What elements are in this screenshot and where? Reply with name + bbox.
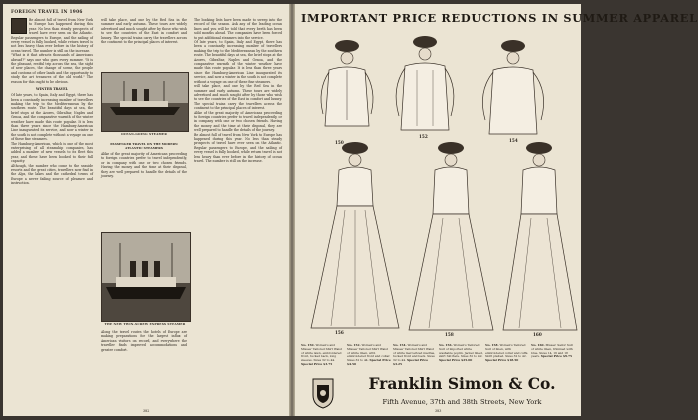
steamer-photo-2 <box>101 232 191 322</box>
col3-extra-2: will take place, and one by the Red Sea in the summer and early autumn. These tours are widely advertised and much sought after by those who wish to see the countries of the East in comfort and luxury. The special trains carry the travellers across the continent to the principal places of interest. <box>194 84 282 111</box>
description-158-text: Women's Tailored Suit of linen, with embroidered collar and cuffs. Skirt plaited. Sizes 32 to 42. <box>485 343 529 359</box>
description-150-text: Women's and Misses' Tailored Shirt Waist of white lawn, embroidered front, tucked back, long sleeves. Sizes 32 to 44. <box>301 343 342 363</box>
drop-cap-illustration <box>11 18 27 34</box>
figure-number-150: 150 <box>335 140 344 145</box>
steamer-photo-2-image <box>102 233 190 321</box>
intro-paragraph: Be almost full of travel from New York to Europe has happened during this year. No less than steady prospects of travel have ever seen on the Atlantic. Regular passengers to Europe, and the sailing of every vessel is fully booked, while return travel is not less heavy than ever before in the history of ocean travel. The number is still on the increase. <box>11 18 93 53</box>
figure-number-154: 154 <box>509 138 518 143</box>
left-column-2-bottom <box>101 330 187 406</box>
description-152-text: Women's and Misses' Tailored Shirt Waist of white linen, with embroidered front and collar. Sizes 32 to 44. <box>347 343 391 363</box>
description-154-heading: No. 154. <box>393 343 407 347</box>
col3-extra-1: Of late years, to Spain, Italy and Egypt, there has been a constantly increasing number of travellers making the trip to the Mediterranean by the southern route. The beautiful days at sea, the brief stops at the Azores, Gibraltar, Naples and Genoa, and the comparative warmth of the winter weather have made this route popular. It is less than three years since the Hamburg-American Line inaugurated its service, and now a winter in the south is not complete without a voyage on one of these fine steamers. <box>194 40 282 84</box>
description-158 <box>485 344 529 363</box>
company-name: Franklin Simon & Co. <box>368 374 556 393</box>
description-158-heading: No. 158. <box>485 343 499 347</box>
company-crest-icon <box>311 377 335 409</box>
description-150-price: Special Price $3.75 <box>301 361 333 366</box>
continued-paragraph: The Hamburg-American, which is one of the most enterprising of all steamship companies, has added a number of new vessels to its fleet this year, and these have been booked to their full capacity. <box>11 141 93 164</box>
figure-number-158: 158 <box>445 332 454 337</box>
description-152-price: Special Price $4.50 <box>347 358 391 366</box>
photo-2-caption: THE NEW TWIN-SCREW EXPRESS STEAMER <box>104 322 186 326</box>
col2-top-paragraph: will take place, and one by the Red Sea in the summer and early autumn. These tours are widely advertised and much sought after by those who wish to see the countries of the East in comfort and luxury. The special trains carry the travellers across the continent to the principal places of interest. <box>101 18 187 45</box>
steamer-photo-1-image <box>102 73 188 131</box>
figure-156-illustration <box>311 142 399 328</box>
description-154-price: Special Price $3.25 <box>393 358 429 366</box>
sidebar-note: PASSENGER TRAVEL ON THE MODERN ATLANTIC STEAMERS <box>110 142 178 150</box>
figure-158-illustration <box>409 142 493 330</box>
ad-headline: IMPORTANT PRICE REDUCTIONS IN SUMMER APPAREL <box>301 11 698 25</box>
left-page <box>3 4 289 416</box>
description-156-heading: No. 156. <box>439 343 453 347</box>
section-subhead: WINTER TRAVEL <box>35 87 68 92</box>
description-154-text: Women's and Misses' Tailored Shirt Waist of white mercerized madras, tucked front and back. Sizes 32 to 44. <box>393 343 436 363</box>
left-column-2-mid <box>101 152 187 230</box>
description-160-text: Misses' Sailor Suit of white linen, trimmed with blue. Sizes 14, 16 and 18 years. <box>531 343 573 359</box>
steamer-photo-1 <box>101 72 189 132</box>
right-page <box>295 4 698 416</box>
description-150-heading: No. 150. <box>301 343 315 347</box>
fashion-illustration-group <box>295 30 581 344</box>
description-156 <box>439 344 483 363</box>
figure-number-152: 152 <box>419 134 428 139</box>
product-descriptions <box>301 344 575 374</box>
fashion-illustrations <box>295 30 581 344</box>
description-160-price: Special Price $9.75 <box>540 354 573 359</box>
winter-travel-paragraph: Of late years, to Spain, Italy and Egypt, there has been a constantly increasing number of travellers making the trip to the Mediterranean by the southern route. The beautiful days at sea, the brief stops at the Azores, Gibraltar, Naples and Genoa, and the comparative warmth of the winter weather have made this route popular. It is less than three years since the Hamburg-American Line inaugurated its service, and now a winter in the south is not complete without a voyage on one of these fine steamers. <box>11 93 93 142</box>
figure-160-illustration <box>503 142 577 330</box>
figure-number-156: 156 <box>335 330 344 335</box>
quote-paragraph: "What is it that attracts thousands of Americans abroad?" says one who goes every summer. "It is the pleasant, restful trip across the sea, the sight of new places, the change of scene, the people and customs of other lands and the opportunity to study the art treasures of the old world." The reason for this ought to be obvious. <box>11 53 93 84</box>
description-152 <box>347 344 391 367</box>
description-160-heading: No. 160. <box>531 343 545 347</box>
description-154 <box>393 344 437 367</box>
col3-top-paragraph: The booking lists have been made to sweep into the record of the season. Ask any of the leading ocean lines and you will be told that every berth has been sold months ahead. The companies have been forced to put additional steamers into the service. <box>194 18 282 40</box>
left-column-1 <box>11 18 93 406</box>
col2-bottom-paragraph: Along the travel routes the hotels of Europe are making preparations for the largest influx of American visitors on record, and everywhere the traveller finds improved accommodations and greater comfort. <box>101 330 187 352</box>
figure-number-160: 160 <box>533 332 542 337</box>
description-160 <box>531 344 575 359</box>
company-address: Fifth Avenue, 37th and 38th Streets, New York <box>382 398 542 406</box>
figure-154-illustration <box>482 40 543 134</box>
left-column-3 <box>194 18 282 406</box>
right-page-number: 383 <box>435 409 442 413</box>
photo-1-caption: OCEAN-GOING STEAMER <box>121 132 167 136</box>
description-156-price: Special Price $25.00 <box>439 358 473 363</box>
col2-mid-paragraph: Alike of the great majority of Americans proceeding to foreign countries prefer to travel independently, or in company with one or two chosen friends. Having the money and the time at their disposal, they are well prepared to handle the details of the journey. <box>101 152 187 179</box>
figure-152-illustration <box>396 36 454 130</box>
figure-150-illustration <box>321 40 373 126</box>
col3-extra-4: Be almost full of travel from New York to Europe has happened during this year. No less than steady prospects of travel have ever seen on the Atlantic. Regular passengers to Europe, and the sailing of every vessel is fully booked, while return travel is not less heavy than ever before in the history of ocean travel. The number is still on the increase. <box>194 132 282 163</box>
continued-paragraph-2: Although, the number who come to the seaside resorts and the great cities, travellers now find in the Alps, the lakes and the cathedral towns of Europe a never failing source of pleasure and instruction. <box>11 163 93 186</box>
description-152-heading: No. 152. <box>347 343 361 347</box>
left-page-number: 382 <box>143 409 150 413</box>
description-150 <box>301 344 345 367</box>
running-head: FOREIGN TRAVEL IN 1906 <box>11 10 83 15</box>
description-156-text: Women's Tailored Suit of imported white washable poplin. Jacket lined, skirt full flare. Sizes 32 to 42. <box>439 343 483 359</box>
col3-extra-3: Alike of the great majority of Americans proceeding to foreign countries prefer to travel independently, or in company with one or two chosen friends. Having the money and the time at their disposal, they are well prepared to handle the details of the journey. <box>194 110 282 133</box>
description-158-price: Special Price $18.50 <box>485 358 519 363</box>
